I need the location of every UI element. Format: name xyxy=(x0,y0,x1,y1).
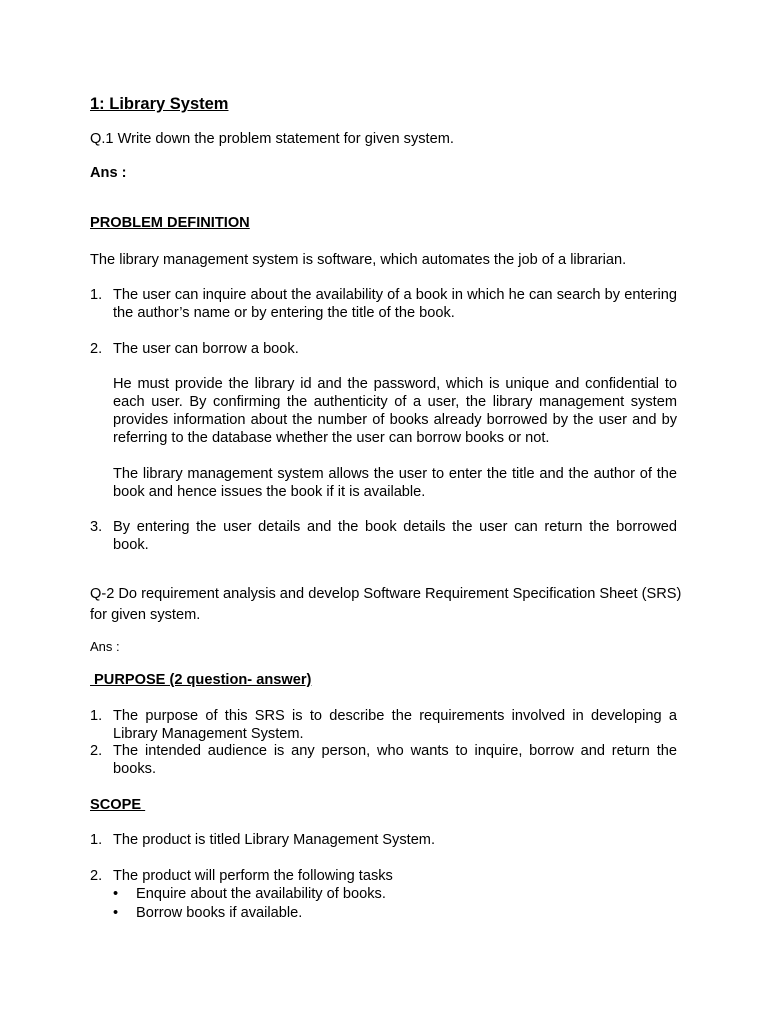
scope-heading: SCOPE xyxy=(90,797,146,813)
answer-label-2: Ans : xyxy=(90,639,120,654)
problem-item-2: The user can borrow a book. xyxy=(113,341,299,357)
problem-intro: The library management system is software, which automates the job of a librarian. xyxy=(90,252,627,268)
problem-item-3: By entering the user details and the book details the user can return the borrowed book. xyxy=(113,519,677,553)
list-number: 2. xyxy=(90,341,103,357)
problem-definition-heading: PROBLEM DEFINITION xyxy=(90,215,250,231)
purpose-heading: PURPOSE (2 question- answer) xyxy=(90,672,312,688)
list-number: 3. xyxy=(90,519,103,535)
bullet-icon: • xyxy=(113,886,119,902)
purpose-item-2: The intended audience is any person, who wants to inquire, borrow and return the books. xyxy=(113,743,677,777)
purpose-item-1: The purpose of this SRS is to describe the requirements involved in developing a Library Management System. xyxy=(113,708,677,742)
scope-item-1: The product is titled Library Management System. xyxy=(113,832,436,848)
scope-bullet-1: Enquire about the availability of books. xyxy=(136,886,386,902)
scope-item-2: The product will perform the following tasks xyxy=(113,868,393,884)
answer-label-1: Ans : xyxy=(90,165,127,181)
bullet-icon: • xyxy=(113,905,119,921)
list-number: 1. xyxy=(90,832,103,848)
problem-item-2-detail-b: The library management system allows the user to enter the title and the author of the book and hence issues the book if it is available. xyxy=(113,466,677,500)
scope-bullet-2: Borrow books if available. xyxy=(136,905,303,921)
list-number: 2. xyxy=(90,743,103,759)
problem-item-2-detail-a: He must provide the library id and the password, which is unique and confidential to each user. By confirming the authenticity of a user, the library management system provides information about the number of books already borrowed by the user and by referring to the database whether the user can borrow books or not. xyxy=(113,376,677,446)
doc-title: 1: Library System xyxy=(90,95,229,113)
list-number: 1. xyxy=(90,287,103,303)
question-1: Q.1 Write down the problem statement for given system. xyxy=(90,131,454,147)
problem-item-1: The user can inquire about the availability of a book in which he can search by entering the author’s name or by entering the title of the book. xyxy=(113,287,677,321)
question-2: Q-2 Do requirement analysis and develop Software Requirement Specification Sheet (SRS) for given system. xyxy=(90,586,682,623)
list-number: 2. xyxy=(90,868,103,884)
list-number: 1. xyxy=(90,708,103,724)
